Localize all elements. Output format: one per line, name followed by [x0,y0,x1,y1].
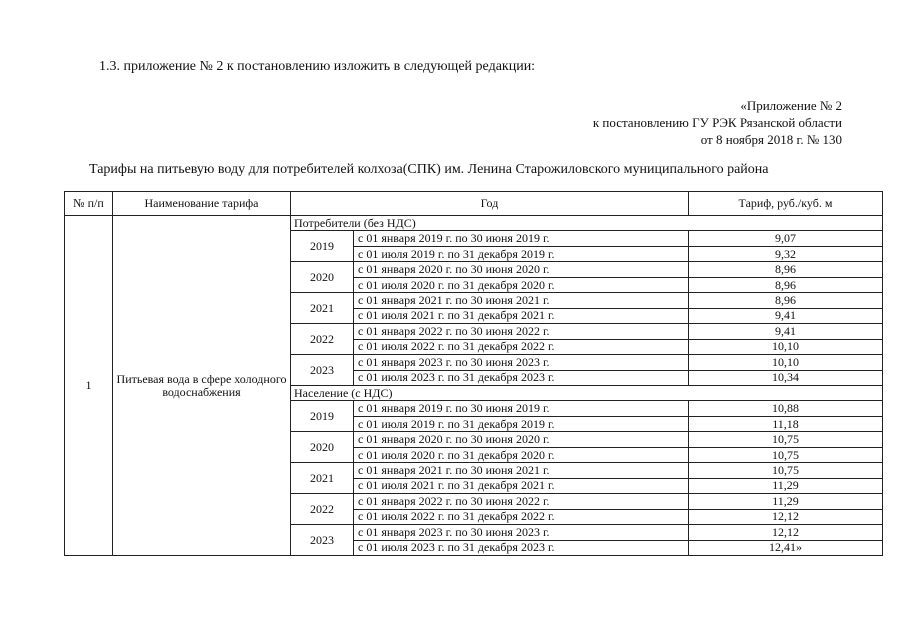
tariff-name: Питьевая вода в сфере холодного водоснабжения [113,216,291,556]
period-cell: с 01 июля 2022 г. по 31 декабря 2022 г. [354,509,689,524]
period-cell: с 01 июля 2021 г. по 31 декабря 2021 г. [354,308,689,323]
tariff-value: 10,75 [689,432,883,447]
header-name: Наименование тарифа [113,192,291,216]
year-cell: 2022 [291,494,354,525]
tariff-table [64,191,883,556]
year-cell: 2021 [291,463,354,494]
tariff-value: 10,10 [689,339,883,354]
period-cell: с 01 января 2022 г. по 30 июня 2022 г. [354,494,689,509]
year-cell: 2019 [291,401,354,432]
tariff-value: 10,88 [689,401,883,416]
tariff-value: 11,18 [689,416,883,431]
appendix-line: «Приложение № 2 [740,98,842,113]
year-cell: 2021 [291,293,354,324]
tariff-value: 12,41» [689,540,883,555]
period-cell: с 01 января 2023 г. по 30 июня 2023 г. [354,525,689,540]
table-title: Тарифы на питьевую воду для потребителей колхоза(СПК) им. Ленина Старожиловского муниципального района [89,162,769,177]
tariff-value: 8,96 [689,293,883,308]
tariff-value: 9,41 [689,308,883,323]
period-cell: с 01 января 2020 г. по 30 июня 2020 г. [354,432,689,447]
period-cell: с 01 июля 2023 г. по 31 декабря 2023 г. [354,540,689,555]
header-tariff: Тариф, руб./куб. м [689,192,883,216]
tariff-value: 9,07 [689,231,883,246]
period-cell: с 01 января 2020 г. по 30 июня 2020 г. [354,262,689,277]
tariff-value: 12,12 [689,509,883,524]
group-row [65,216,883,231]
year-cell: 2023 [291,355,354,386]
period-cell: с 01 июля 2022 г. по 31 декабря 2022 г. [354,339,689,354]
year-cell: 2020 [291,262,354,293]
table-header-row [65,192,883,216]
year-cell: 2020 [291,432,354,463]
tariff-value: 10,75 [689,463,883,478]
consumer-group-label: Потребители (без НДС) [291,216,883,231]
period-cell: с 01 января 2019 г. по 30 июня 2019 г. [354,231,689,246]
tariff-value: 10,75 [689,447,883,462]
appendix-line: к постановлению ГУ РЭК Рязанской области [592,115,842,130]
period-cell: с 01 января 2019 г. по 30 июня 2019 г. [354,401,689,416]
intro-paragraph: 1.3. приложение № 2 к постановлению изложить в следующей редакции: [99,59,536,74]
header-year: Год [291,192,689,216]
tariff-value: 11,29 [689,478,883,493]
period-cell: с 01 июля 2020 г. по 31 декабря 2020 г. [354,447,689,462]
year-cell: 2022 [291,324,354,355]
period-cell: с 01 января 2021 г. по 30 июня 2021 г. [354,463,689,478]
year-cell: 2023 [291,525,354,556]
period-cell: с 01 июля 2020 г. по 31 декабря 2020 г. [354,277,689,292]
tariff-value: 11,29 [689,494,883,509]
row-number: 1 [65,216,113,556]
tariff-value: 9,41 [689,324,883,339]
tariff-value: 8,96 [689,262,883,277]
header-num: № п/п [65,192,113,216]
year-cell: 2019 [291,231,354,262]
period-cell: с 01 июля 2023 г. по 31 декабря 2023 г. [354,370,689,385]
tariff-value: 12,12 [689,525,883,540]
period-cell: с 01 января 2023 г. по 30 июня 2023 г. [354,355,689,370]
period-cell: с 01 января 2022 г. по 30 июня 2022 г. [354,324,689,339]
tariff-value: 10,34 [689,370,883,385]
tariff-value: 9,32 [689,246,883,261]
tariff-value: 8,96 [689,277,883,292]
period-cell: с 01 июля 2019 г. по 31 декабря 2019 г. [354,246,689,261]
consumer-group-label: Население (с НДС) [291,385,883,400]
appendix-line: от 8 ноября 2018 г. № 130 [700,132,842,147]
period-cell: с 01 июля 2021 г. по 31 декабря 2021 г. [354,478,689,493]
appendix-reference [593,97,842,148]
period-cell: с 01 июля 2019 г. по 31 декабря 2019 г. [354,416,689,431]
table-body [65,216,883,556]
period-cell: с 01 января 2021 г. по 30 июня 2021 г. [354,293,689,308]
tariff-value: 10,10 [689,355,883,370]
